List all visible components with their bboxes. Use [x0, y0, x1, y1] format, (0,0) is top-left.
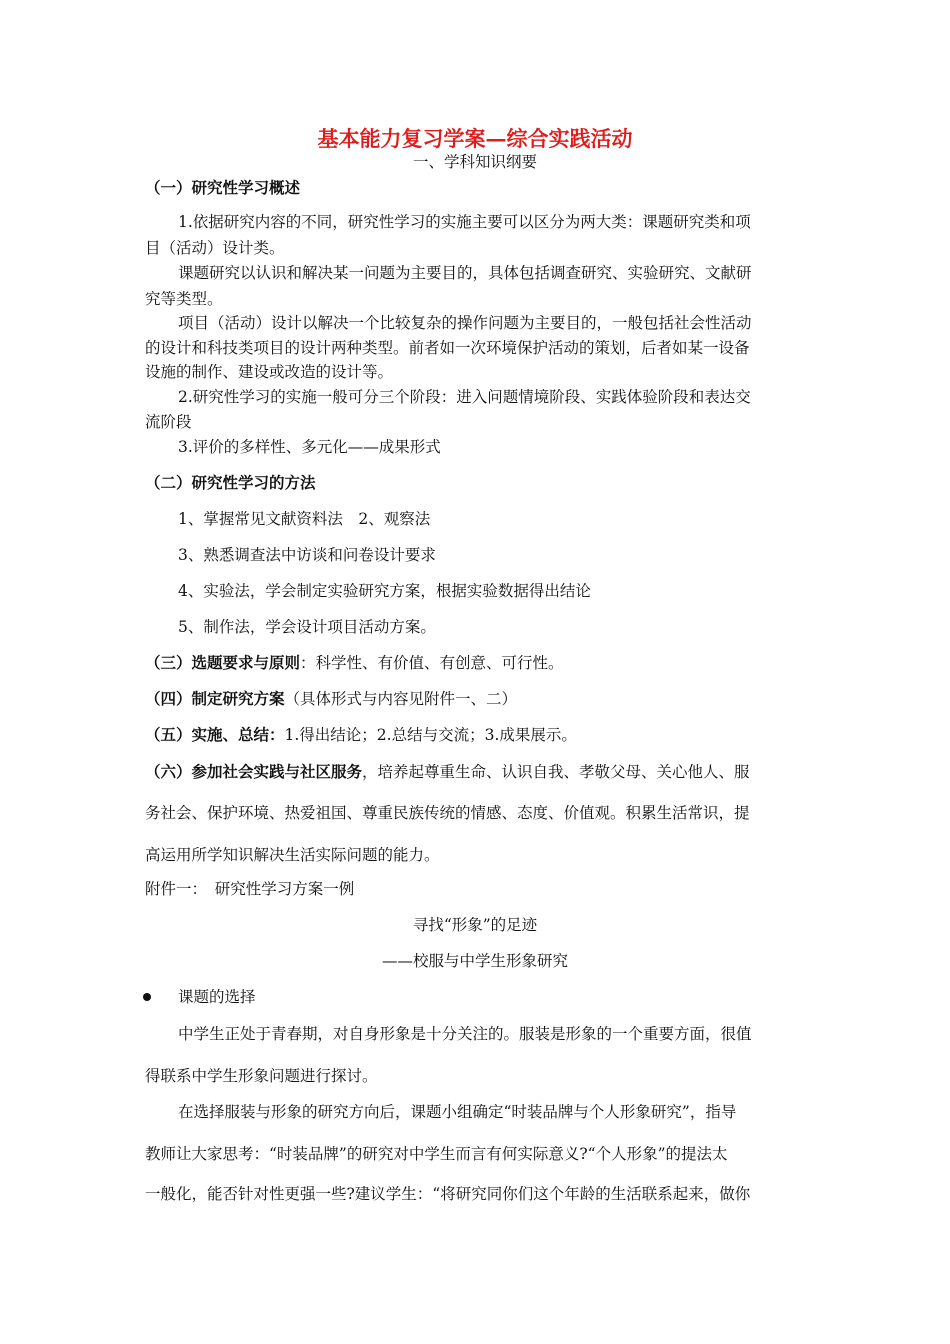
heading-5-line [145, 725, 577, 745]
heading-4-line [145, 689, 517, 709]
paragraph-line: 的设计和科技类项目的设计两种类型。前者如一次环境保护活动的策划，后者如某一设备 [145, 339, 750, 357]
paragraph-line: 目（活动）设计类。 [145, 239, 285, 257]
paragraph-line: 课题研究以认识和解决某一问题为主要目的，具体包括调查研究、实验研究、文献研 [178, 264, 752, 282]
heading-5: （五）实施、总结： [145, 725, 285, 744]
paragraph-line: 务社会、保护环境、热爱祖国、尊重民族传统的情感、态度、价值观。积累生活常识，提 [145, 804, 750, 822]
bullet-text: 课题的选择 [178, 988, 256, 1006]
appendix-subtitle: ——校服与中学生形象研究 [381, 952, 568, 970]
paragraph-line: 中学生正处于青春期，对自身形象是十分关注的。服装是形象的一个重要方面，很值 [178, 1025, 752, 1043]
paragraph-line: 2.研究性学习的实施一般可分三个阶段：进入问题情境阶段、实践体验阶段和表达交 [178, 388, 751, 406]
appendix-title: 寻找“形象”的足迹 [412, 916, 538, 934]
section-subtitle: 一、学科知识纲要 [412, 153, 537, 171]
appendix-label: 附件一： 研究性学习方案一例 [145, 880, 355, 898]
heading-5-text: 1.得出结论；2.总结与交流；3.成果展示。 [284, 726, 577, 744]
heading-4: （四）制定研究方案 [145, 689, 285, 708]
method-item: 1、掌握常见文献资料法 2、观察法 [178, 510, 431, 528]
heading-2: （二）研究性学习的方法 [145, 473, 316, 492]
heading-3-line [145, 653, 564, 673]
heading-6: （六）参加社会实践与社区服务 [145, 762, 363, 781]
paragraph-line: 1.依据研究内容的不同，研究性学习的实施主要可以区分为两大类：课题研究类和项 [178, 213, 751, 231]
paragraph-line: 教师让大家思考：“时装品牌”的研究对中学生而言有何实际意义?“个人形象”的提法太 [145, 1145, 728, 1163]
paragraph-line: 在选择服装与形象的研究方向后，课题小组确定“时装品牌与个人形象研究”，指导 [178, 1103, 737, 1121]
paragraph-line: 流阶段 [145, 413, 192, 431]
bullet-icon [143, 993, 151, 1001]
method-item: 5、制作法，学会设计项目活动方案。 [178, 618, 436, 636]
heading-3-text: ：科学性、有价值、有创意、可行性。 [300, 654, 564, 672]
method-item: 4、实验法，学会制定实验研究方案，根据实验数据得出结论 [178, 582, 591, 600]
paragraph-line: 项目（活动）设计以解决一个比较复杂的操作问题为主要目的，一般包括社会性活动 [178, 314, 752, 332]
method-item: 3、熟悉调查法中访谈和问卷设计要求 [178, 546, 436, 564]
paragraph-line: 究等类型。 [145, 290, 223, 308]
paragraph-line: 得联系中学生形象问题进行探讨。 [145, 1067, 378, 1085]
heading-3: （三）选题要求与原则 [145, 653, 301, 672]
document-title: 基本能力复习学案—综合实践活动 [317, 126, 633, 151]
paragraph-line: 设施的制作、建设或改造的设计等。 [145, 363, 394, 381]
heading-6-text: ，培养起尊重生命、认识自我、孝敬父母、关心他人、服 [362, 763, 750, 781]
paragraph-line: 3.评价的多样性、多元化——成果形式 [178, 438, 441, 456]
paragraph-line: 高运用所学知识解决生活实际问题的能力。 [145, 846, 440, 864]
heading-6-line [145, 762, 750, 782]
paragraph-line: 一般化，能否针对性更强一些?建议学生：“将研究同你们这个年龄的生活联系起来，做你 [145, 1185, 751, 1203]
heading-4-text: （具体形式与内容见附件一、二） [284, 690, 518, 708]
heading-1: （一）研究性学习概述 [145, 178, 301, 197]
